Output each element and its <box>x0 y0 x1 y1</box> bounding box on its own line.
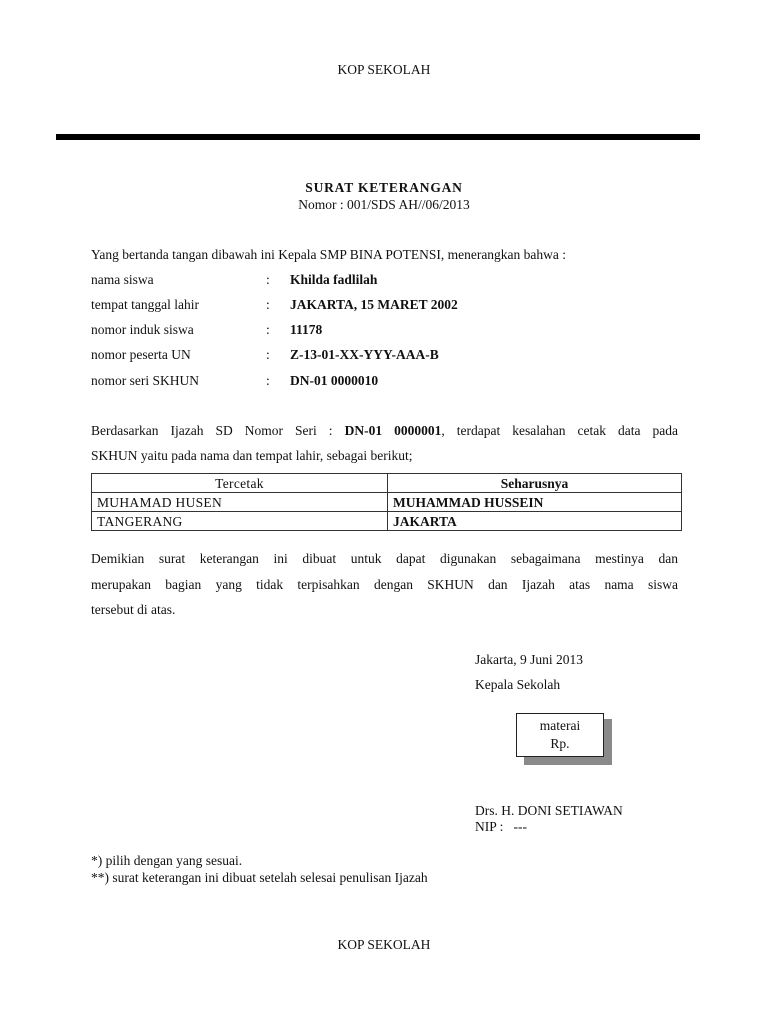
footnote-2: **) surat keterangan ini dibuat setelah selesai penulisan Ijazah <box>91 870 428 885</box>
basis-text-after: , terdapat kesalahan cetak data pada <box>441 423 679 438</box>
field-label: nomor induk siswa <box>91 322 194 337</box>
table-header-row <box>92 474 682 493</box>
correction-table <box>91 473 682 531</box>
materai-stamp-box <box>516 713 604 757</box>
closing-line-3: tersebut di atas. <box>91 602 176 617</box>
field-label: nomor seri SKHUN <box>91 373 199 388</box>
signer-name: Drs. H. DONI SETIAWAN <box>475 803 623 818</box>
field-label: nama siswa <box>91 272 154 287</box>
place-date: Jakarta, 9 Juni 2013 <box>475 652 583 667</box>
field-value-name: Khilda fadlilah <box>290 272 378 287</box>
basis-line-1 <box>91 423 678 439</box>
closing-line-2: merupakan bagian yang tidak terpisahkan dengan SKHUN dan Ijazah atas nama siswa <box>91 577 678 592</box>
table-row <box>92 493 682 512</box>
field-colon: : <box>266 272 270 287</box>
field-colon: : <box>266 347 270 362</box>
basis-serial: DN-01 0000001 <box>344 423 442 438</box>
closing-line-1: Demikian surat keterangan ini dibuat untuk dapat digunakan sebagaimana mestinya dan <box>91 551 678 566</box>
header-divider <box>56 134 700 140</box>
field-label: nomor peserta UN <box>91 347 191 362</box>
table-row <box>92 512 682 531</box>
basis-line-2: SKHUN yaitu pada nama dan tempat lahir, sebagai berikut; <box>91 448 413 463</box>
intro-paragraph: Yang bertanda tangan dibawah ini Kepala SMP BINA POTENSI, menerangkan bahwa : <box>91 247 567 262</box>
basis-text: Berdasarkan Ijazah SD Nomor Seri : <box>91 423 333 438</box>
cell-correct: MUHAMMAD HUSSEIN <box>388 493 682 512</box>
field-value-un: Z-13-01-XX-YYY-AAA-B <box>290 347 439 362</box>
stamp-label: materai <box>539 718 581 733</box>
field-value-nis: 11178 <box>290 322 323 337</box>
footnote-1: *) pilih dengan yang sesuai. <box>91 853 243 868</box>
kop-sekolah-footer: KOP SEKOLAH <box>337 937 431 952</box>
field-value-skhun: DN-01 0000010 <box>290 373 379 388</box>
letter-number: Nomor : 001/SDS AH//06/2013 <box>298 197 470 212</box>
field-colon: : <box>266 373 270 388</box>
letter-title: SURAT KETERANGAN <box>305 180 463 195</box>
signer-position: Kepala Sekolah <box>475 677 561 692</box>
field-colon: : <box>266 297 270 312</box>
header-correct: Seharusnya <box>388 474 682 493</box>
field-value-birth: JAKARTA, 15 MARET 2002 <box>290 297 458 312</box>
cell-correct: JAKARTA <box>388 512 682 531</box>
field-label: tempat tanggal lahir <box>91 297 199 312</box>
cell-printed: MUHAMAD HUSEN <box>92 493 388 512</box>
kop-sekolah-header: KOP SEKOLAH <box>337 62 431 77</box>
field-colon: : <box>266 322 270 337</box>
cell-printed: TANGERANG <box>92 512 388 531</box>
signer-nip: NIP : --- <box>475 819 527 834</box>
stamp-amount: Rp. <box>550 736 570 751</box>
header-printed: Tercetak <box>92 474 388 493</box>
